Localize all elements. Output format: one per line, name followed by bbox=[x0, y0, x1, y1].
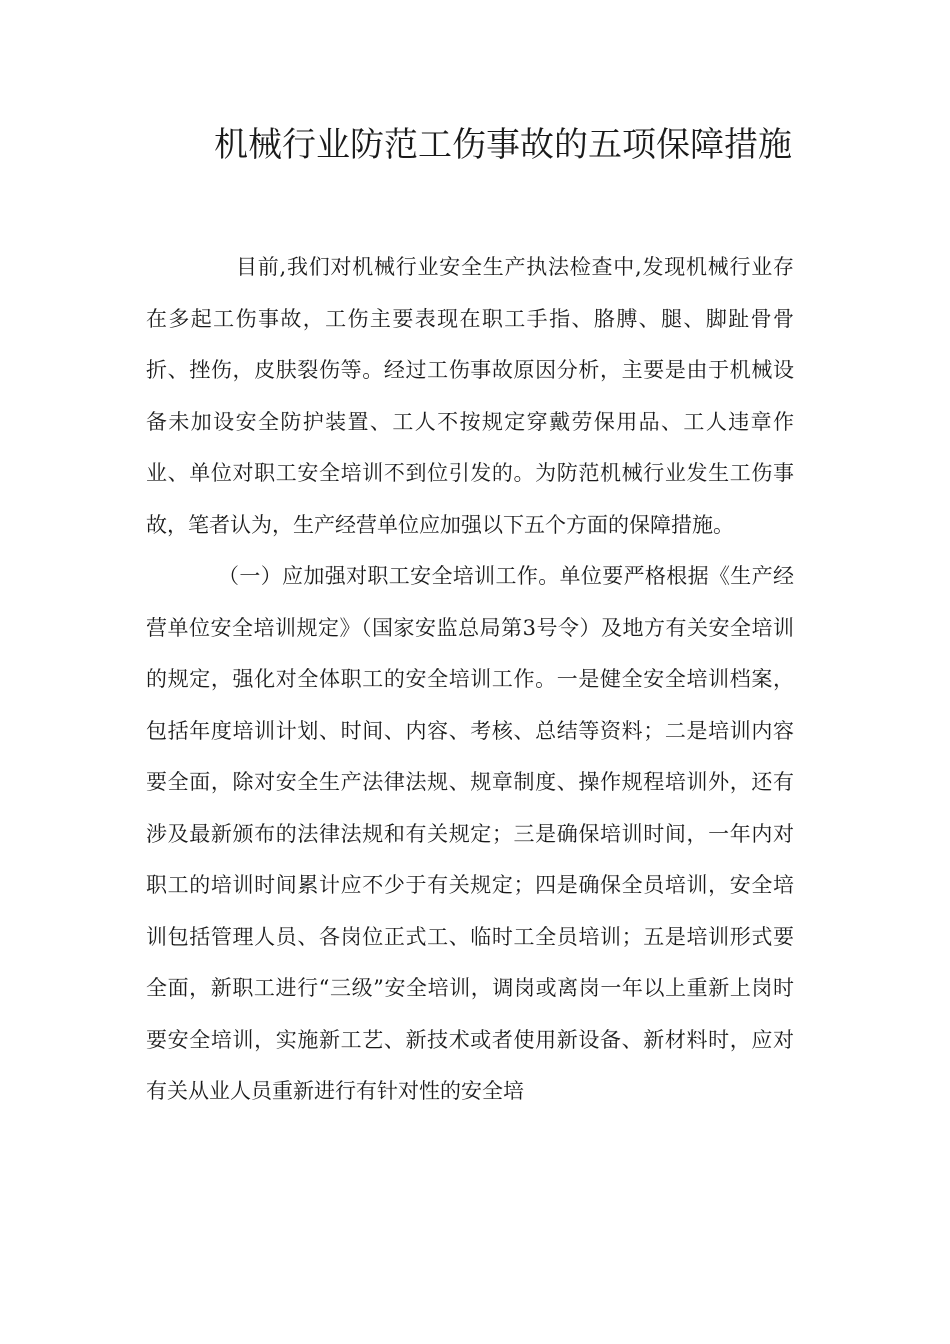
paragraph-measure-one: （一）应加强对职工安全培训工作。单位要严格根据《生产经营单位安全培训规定》（国家安监总局第3号令）及地方有关安全培训的规定，强化对全体职工的安全培训工作。一是健全安全培训档案，包括年度培训计划、时间、内容、考核、总结等资料；二是培训内容要全面，除对安全生产法律法规、规章制度、操作规程培训外，还有涉及最新颁布的法律法规和有关规定；三是确保培训时间，一年内对职工的培训时间累计应不少于有关规定；四是确保全员培训，安全培训包括管理人员、各岗位正式工、临时工全员培训；五是培训形式要全面，新职工进行“三级”安全培训，调岗或离岗一年以上重新上岗时要安全培训，实施新工艺、新技术或者使用新设备、新材料时，应对有关从业人员重新进行有针对性的安全培 bbox=[146, 564, 794, 1103]
paragraph-intro: 目前,我们对机械行业安全生产执法检查中,发现机械行业存在多起工伤事故，工伤主要表现在职工手指、胳膊、腿、脚趾骨骨折、挫伤，皮肤裂伤等。经过工伤事故原因分析，主要是由于机械设备未加设安全防护装置、工人不按规定穿戴劳保用品、工人违章作业、单位对职工安全培训不到位引发的。为防范机械行业发生工伤事故，笔者认为，生产经营单位应加强以下五个方面的保障措施。 bbox=[146, 255, 794, 537]
document-title: 机械行业防范工伤事故的五项保障措施 bbox=[214, 125, 792, 165]
document-body bbox=[146, 242, 794, 1118]
